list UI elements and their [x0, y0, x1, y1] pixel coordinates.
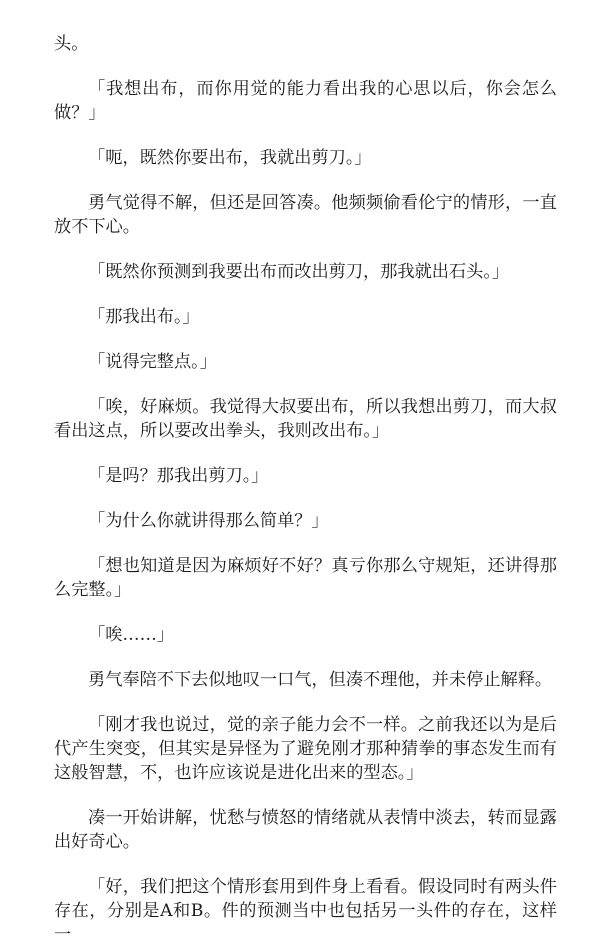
paragraph: 「好，我们把这个情形套用到件身上看看。假设同时有两头件存在，分别是A和B。件的预测当中也包括另一头件的存在，这样一	[54, 877, 557, 945]
paragraph: 「是吗？那我出剪刀。」	[88, 466, 269, 486]
paragraph: 凑一开始讲解，忧愁与愤怒的情绪就从表情中淡去，转而显露出好奇心。	[54, 808, 557, 852]
paragraph: 「为什么你就讲得那么简单？」	[88, 511, 329, 531]
paragraph: 「呃，既然你要出布，我就出剪刀。」	[88, 148, 372, 168]
paragraph: 「我想出布，而你用觉的能力看出我的心思以后，你会怎么做？」	[54, 79, 557, 123]
paragraph: 「刚才我也说过，觉的亲子能力会不一样。之前我还以为是后代产生突变，但其实是异怪为了避免刚才那种猜拳的事态发生而有这般智慧，不，也许应该说是进化出来的型态。」	[54, 715, 557, 783]
paragraph: 「那我出布。」	[88, 307, 200, 327]
paragraph-continuation: 头。	[54, 34, 89, 54]
paragraph: 勇气奉陪不下去似地叹一口气，但凑不理他，并未停止解释。	[88, 670, 553, 690]
paragraph: 「想也知道是因为麻烦好不好？真亏你那么守规矩，还讲得那么完整。」	[54, 556, 557, 600]
paragraph: 「既然你预测到我要出布而改出剪刀，那我就出石头。」	[88, 262, 510, 282]
paragraph: 勇气觉得不解，但还是回答凑。他频频偷看伦宁的情形，一直放不下心。	[54, 193, 557, 237]
paragraph: 「说得完整点。」	[88, 352, 217, 372]
paragraph: 「唉……」	[88, 625, 174, 645]
paragraph: 「唉，好麻烦。我觉得大叔要出布，所以我想出剪刀，而大叔看出这点，所以要改出拳头，我则改出布。」	[54, 397, 557, 441]
